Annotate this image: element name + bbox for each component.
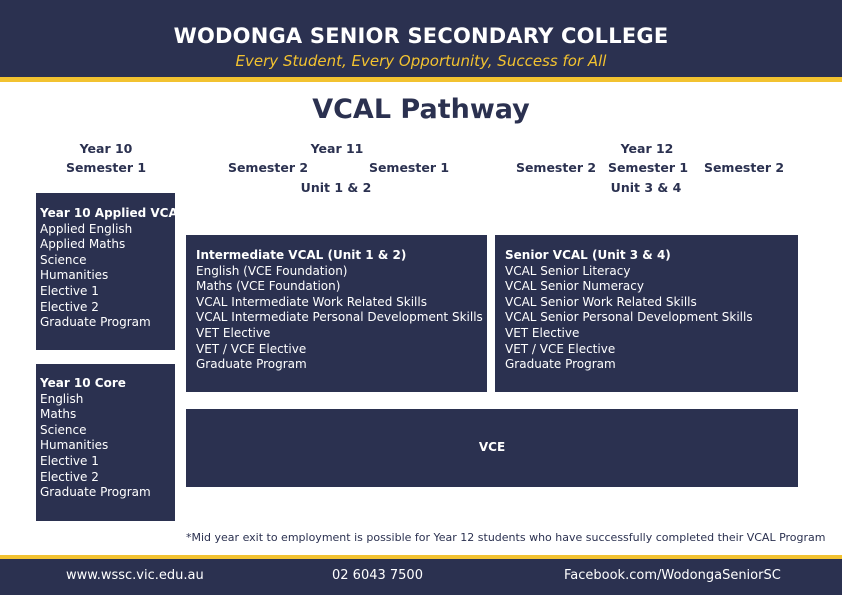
subject-item: Elective 2 [40, 299, 99, 314]
year12-semester2-left-label: Semester 2 [515, 160, 597, 175]
subject-item: VCAL Senior Numeracy [505, 279, 644, 294]
subject-item: Humanities [40, 438, 109, 453]
subject-item: Elective 1 [40, 453, 99, 468]
year12-semester2-right-label: Semester 2 [703, 160, 785, 175]
intermediate-vcal-box [186, 235, 487, 392]
subject-item: VCAL Senior Work Related Skills [505, 294, 697, 309]
college-name: WODONGA SENIOR SECONDARY COLLEGE [173, 24, 669, 48]
subject-item: VCAL Intermediate Work Related Skills [196, 294, 427, 309]
subject-item: Maths [40, 407, 77, 422]
facebook-link[interactable]: Facebook.com/WodongaSeniorSC [564, 568, 781, 583]
subject-item: Humanities [40, 268, 109, 283]
subject-item: VCAL Intermediate Personal Development Skills [196, 310, 483, 325]
year11-semester2-label: Semester 2 [227, 160, 309, 175]
subject-item: Graduate Program [505, 357, 616, 372]
year12-label: Year 12 [620, 141, 674, 156]
year11-semester1-label: Semester 1 [368, 160, 450, 175]
year10-core-box [36, 364, 175, 521]
college-tagline: Every Student, Every Opportunity, Success for All [235, 52, 607, 70]
units-1-2-label: Unit 1 & 2 [300, 180, 372, 195]
vce-box [186, 409, 798, 487]
subject-item: Maths (VCE Foundation) [196, 279, 341, 294]
subject-item: English [40, 391, 84, 406]
year10-semester1-label: Semester 1 [65, 160, 147, 175]
year10-applied-vcal-box [36, 193, 186, 350]
box-title: Intermediate VCAL (Unit 1 & 2) [196, 248, 407, 262]
subject-item: Graduate Program [196, 357, 307, 372]
subject-item: Science [40, 422, 87, 437]
year12-semester1-label: Semester 1 [607, 160, 689, 175]
subject-item: VET / VCE Elective [196, 341, 307, 356]
subject-item: English (VCE Foundation) [196, 263, 348, 278]
subject-item: Science [40, 252, 87, 267]
subject-item: Applied English [40, 221, 133, 236]
subject-item: VET / VCE Elective [505, 341, 616, 356]
units-3-4-label: Unit 3 & 4 [610, 180, 682, 195]
footer-bar [0, 559, 842, 595]
box-title: VCE [478, 440, 506, 455]
subject-item: Elective 2 [40, 469, 99, 484]
gold-divider-top [0, 77, 842, 82]
subject-item: VCAL Senior Literacy [505, 263, 631, 278]
subject-item: Graduate Program [40, 485, 151, 500]
box-title: Year 10 Core [40, 376, 126, 390]
header-banner [0, 0, 842, 77]
subject-item: Applied Maths [40, 237, 126, 252]
senior-vcal-box [495, 235, 798, 392]
subject-item: VET Elective [505, 325, 580, 340]
box-title: Year 10 Applied VCAL [40, 206, 186, 220]
subject-item: VCAL Senior Personal Development Skills [505, 310, 753, 325]
website-link[interactable]: www.wssc.vic.edu.au [66, 568, 204, 583]
box-title: Senior VCAL (Unit 3 & 4) [505, 248, 671, 262]
subject-item: VET Elective [196, 325, 271, 340]
year10-label: Year 10 [79, 141, 133, 156]
year11-label: Year 11 [310, 141, 364, 156]
footnote: *Mid year exit to employment is possible for Year 12 students who have successfully completed their VCAL Program [186, 531, 826, 544]
subject-item: Graduate Program [40, 315, 151, 330]
phone-number: 02 6043 7500 [332, 568, 423, 583]
page-title: VCAL Pathway [312, 94, 530, 125]
subject-item: Elective 1 [40, 283, 99, 298]
